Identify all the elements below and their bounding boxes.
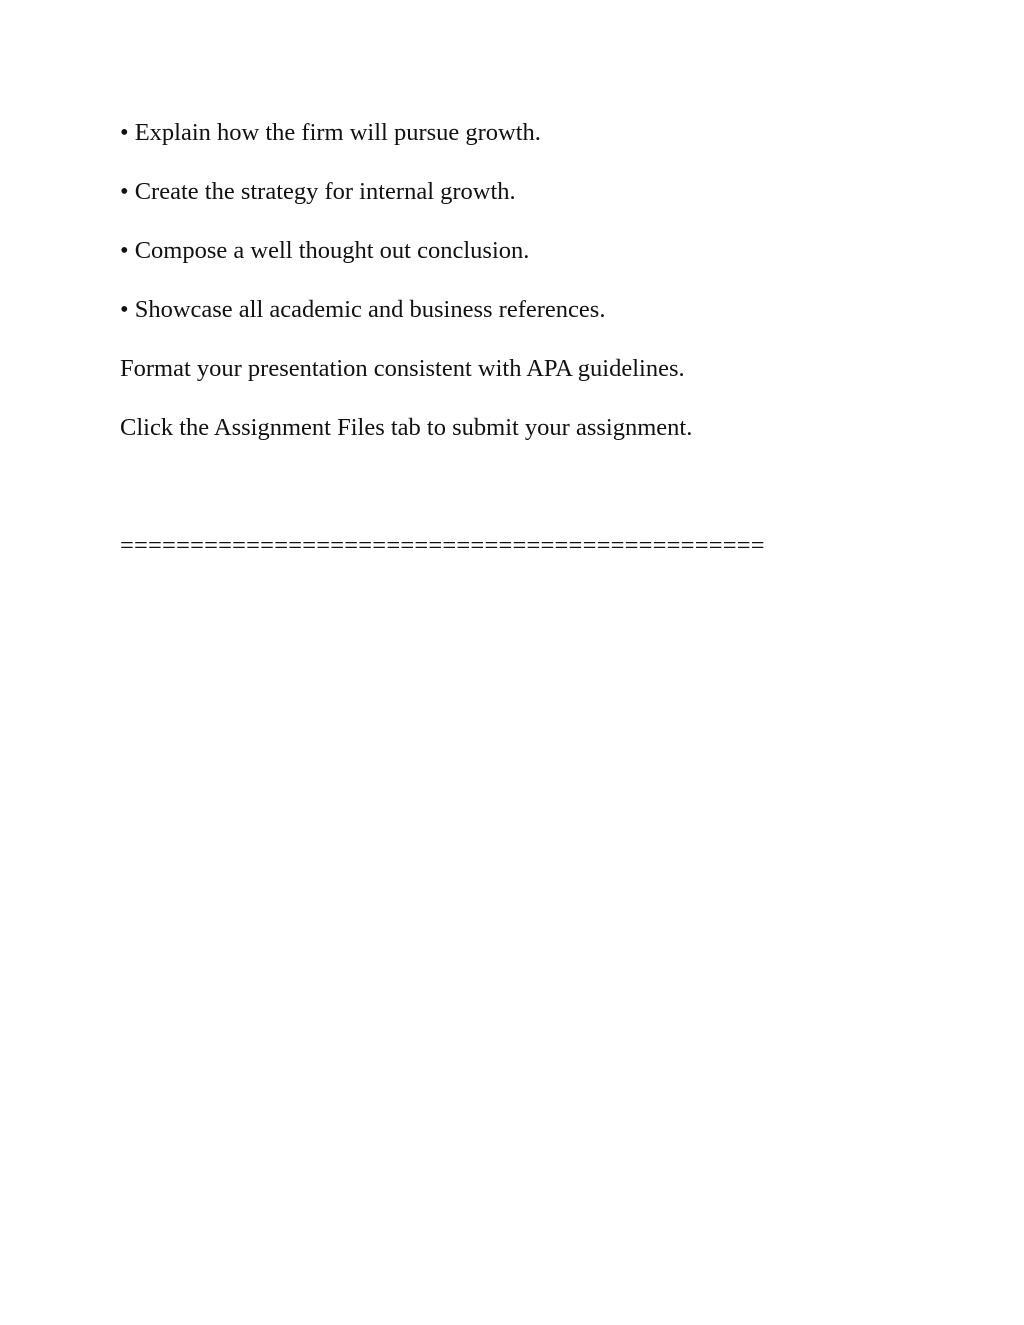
- bullet-item-conclusion: • Compose a well thought out conclusion.: [120, 237, 530, 264]
- blank-spacer: [120, 472, 940, 531]
- submit-instruction: Click the Assignment Files tab to submit your assignment.: [120, 414, 693, 441]
- bullet-item-strategy: • Create the strategy for internal growth.: [120, 178, 516, 205]
- document-content: [120, 118, 940, 561]
- format-instruction: Format your presentation consistent with APA guidelines.: [120, 355, 685, 382]
- bullet-item-references: • Showcase all academic and business references.: [120, 296, 606, 323]
- section-divider: ==============================================: [120, 532, 765, 559]
- bullet-item-growth: • Explain how the firm will pursue growth.: [120, 119, 541, 146]
